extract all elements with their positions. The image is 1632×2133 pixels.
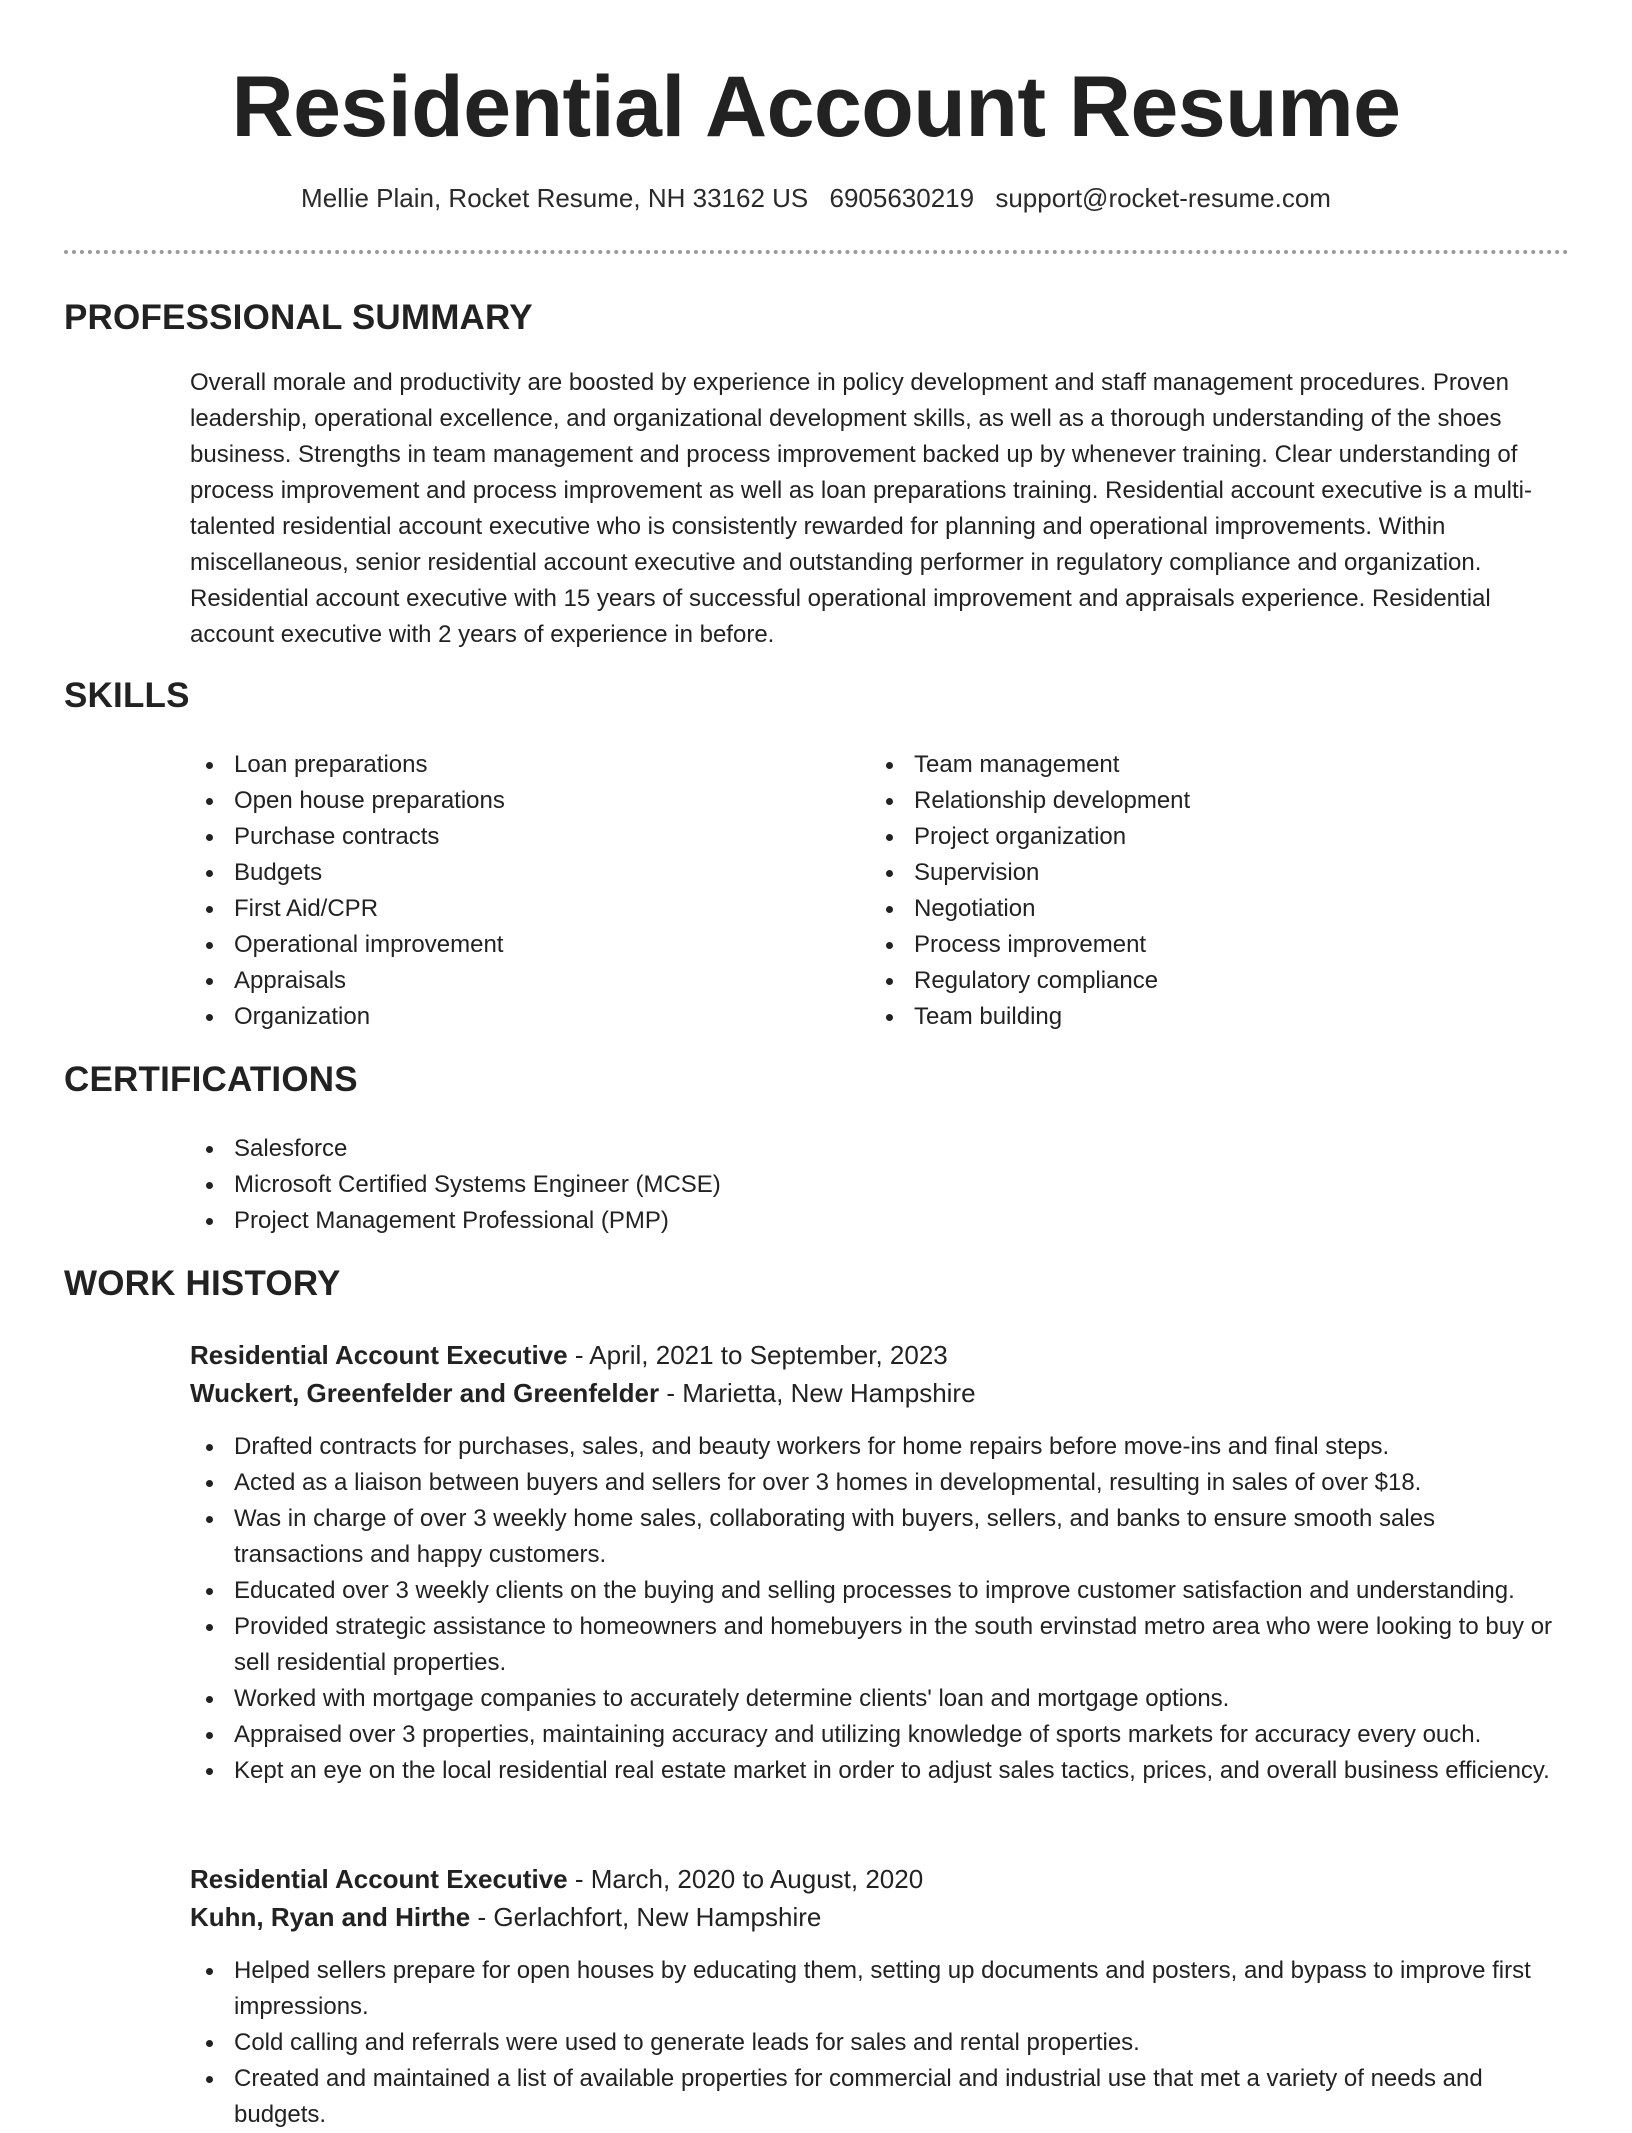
job-title: Residential Account Executive [190, 1340, 568, 1370]
job-duty-item: Cold calling and referrals were used to generate leads for sales and rental properties. [190, 2025, 1570, 2061]
resume-title: Residential Account Resume [231, 59, 1401, 155]
contact-address: Mellie Plain, Rocket Resume, NH 33162 US [301, 183, 809, 213]
contact-phone: 6905630219 [829, 183, 975, 213]
job-duty-item: Drafted contracts for purchases, sales, and beauty workers for home repairs before move-ins and final steps. [190, 1429, 1570, 1465]
contact-email: support@rocket-resume.com [995, 183, 1331, 213]
skill-item: Team building [870, 999, 1510, 1035]
skill-item: Process improvement [870, 927, 1510, 963]
skills-list-right [870, 747, 1510, 1035]
job-duties-list [190, 1953, 1570, 2133]
skill-item: First Aid/CPR [190, 891, 830, 927]
job-duty-item: Kept an eye on the local residential real estate market in order to adjust sales tactics, prices, and overall business efficiency. [190, 1753, 1570, 1789]
certification-item: Project Management Professional (PMP) [190, 1203, 1570, 1239]
contact-line [0, 180, 1632, 216]
job-company: Kuhn, Ryan and Hirthe [190, 1902, 471, 1932]
job-location: - Gerlachfort, New Hampshire [470, 1902, 822, 1932]
job-duty-item: Acted as a liaison between buyers and sellers for over 3 homes in developmental, resulting in sales of over $18. [190, 1465, 1570, 1501]
job-duty-item: Worked with mortgage companies to accurately determine clients' loan and mortgage options. [190, 1681, 1570, 1717]
job-duty-item: Was in charge of over 3 weekly home sales, collaborating with buyers, sellers, and banks to ensure smooth sales transactions and happy customers. [190, 1501, 1570, 1573]
job-duties-list [190, 1429, 1570, 1789]
work-history-heading: WORK HISTORY [64, 1264, 341, 1303]
skills-heading: SKILLS [64, 676, 190, 715]
job-company-line [190, 1898, 821, 1936]
job-title-line [190, 1860, 923, 1898]
job-dates: - April, 2021 to September, 2023 [567, 1340, 948, 1370]
skills-list-left [190, 747, 830, 1035]
certification-item: Salesforce [190, 1131, 1570, 1167]
skill-item: Purchase contracts [190, 819, 830, 855]
job-duty-item: Provided strategic assistance to homeowners and homebuyers in the south ervinstad metro area who were looking to buy or sell residential properties. [190, 1609, 1570, 1681]
skill-item: Team management [870, 747, 1510, 783]
job-company-line [190, 1374, 976, 1412]
skill-item: Budgets [190, 855, 830, 891]
skill-item: Regulatory compliance [870, 963, 1510, 999]
job-title-line [190, 1336, 948, 1374]
skill-item: Appraisals [190, 963, 830, 999]
job-duty-item: Created and maintained a list of available properties for commercial and industrial use that met a variety of needs and budgets. [190, 2061, 1570, 2133]
summary-heading: PROFESSIONAL SUMMARY [64, 298, 533, 337]
certification-item: Microsoft Certified Systems Engineer (MCSE) [190, 1167, 1570, 1203]
skill-item: Negotiation [870, 891, 1510, 927]
header-divider [64, 250, 1569, 254]
skill-item: Project organization [870, 819, 1510, 855]
certifications-heading: CERTIFICATIONS [64, 1060, 358, 1099]
job-duty-item: Educated over 3 weekly clients on the buying and selling processes to improve customer satisfaction and understanding. [190, 1573, 1570, 1609]
certifications-list [190, 1131, 1570, 1239]
skill-item: Operational improvement [190, 927, 830, 963]
summary-text: Overall morale and productivity are boosted by experience in policy development and staff management procedures. Proven leadership, operational excellence, and organizational development skills, as well as a thorough understanding of the shoes business. Strengths in team management and process improvement backed up by whenever training. Clear understanding of process improvement and process improvement as well as loan preparations training. Residential account executive is a multi-talented residential account executive who is consistently rewarded for planning and operational improvements. Within miscellaneous, senior residential account executive and outstanding performer in regulatory compliance and organization. Residential account executive with 15 years of successful operational improvement and appraisals experience. Residential account executive with 2 years of experience in before. [190, 369, 1532, 648]
skill-item: Supervision [870, 855, 1510, 891]
job-company: Wuckert, Greenfelder and Greenfelder [190, 1378, 660, 1408]
job-dates: - March, 2020 to August, 2020 [567, 1864, 924, 1894]
job-duty-item: Helped sellers prepare for open houses by educating them, setting up documents and posters, and bypass to improve first impressions. [190, 1953, 1570, 2025]
job-location: - Marietta, New Hampshire [659, 1378, 976, 1408]
skill-item: Organization [190, 999, 830, 1035]
skill-item: Relationship development [870, 783, 1510, 819]
skill-item: Open house preparations [190, 783, 830, 819]
job-duty-item: Appraised over 3 properties, maintaining accuracy and utilizing knowledge of sports markets for accuracy every ouch. [190, 1717, 1570, 1753]
skill-item: Loan preparations [190, 747, 830, 783]
job-title: Residential Account Executive [190, 1864, 568, 1894]
